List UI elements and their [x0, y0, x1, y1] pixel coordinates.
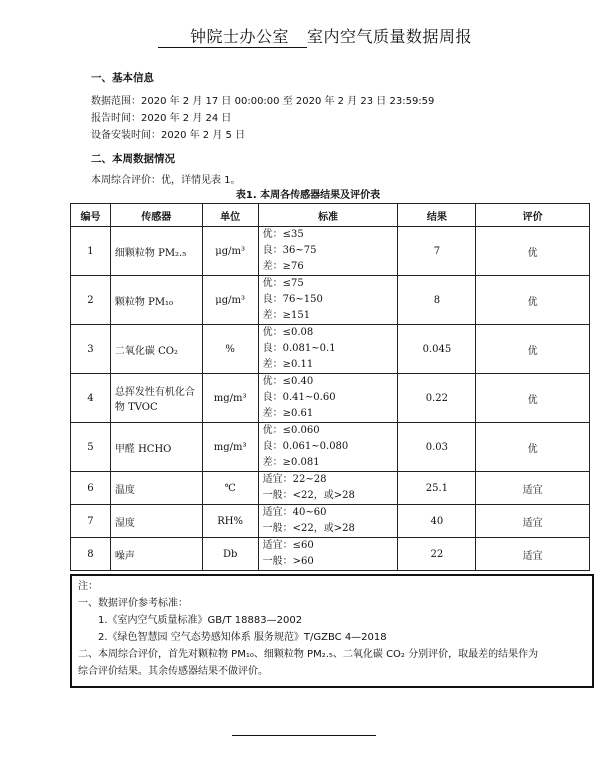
data-range: 数据范围：2020 年 2 月 17 日 00:00:00 至 2020 年 2 月 23 日 23:59:59	[91, 96, 435, 107]
row-standard: 适宜：40~60 一般：<22，或>28	[258, 505, 398, 538]
row-unit: ℃	[202, 472, 258, 505]
row-unit: μg/m³	[202, 276, 258, 325]
row-no: 5	[71, 423, 111, 472]
report-title	[158, 24, 478, 48]
row-standard: 优：≤75 良：76~150 差：≥151	[258, 276, 398, 325]
table-row	[71, 325, 590, 374]
notes-standard-2: 2.《绿色智慧园 空气态势感知体系 服务规范》T/GZBC 4—2018	[98, 632, 387, 643]
header-sensor: 传感器	[110, 204, 202, 227]
title-office: 钟院士办公室	[158, 24, 307, 48]
row-sensor: 细颗粒物 PM₂.₅	[110, 227, 202, 276]
row-evaluation: 优	[476, 423, 590, 472]
row-sensor: 温度	[110, 472, 202, 505]
row-unit: Db	[202, 538, 258, 571]
row-evaluation: 优	[476, 227, 590, 276]
row-no: 7	[71, 505, 111, 538]
row-result: 0.045	[398, 325, 476, 374]
table-row	[71, 538, 590, 571]
row-result: 40	[398, 505, 476, 538]
row-evaluation: 优	[476, 276, 590, 325]
row-sensor: 颗粒物 PM₁₀	[110, 276, 202, 325]
section-weekly-data: 二、本周数据情况	[91, 153, 175, 165]
notes-item-1: 一、数据评价参考标准：	[78, 598, 188, 609]
notes-head: 注：	[78, 581, 98, 592]
notes-standard-1: 1.《室内空气质量标准》GB/T 18883—2002	[98, 615, 303, 626]
row-result: 7	[398, 227, 476, 276]
table-row	[71, 472, 590, 505]
row-sensor: 湿度	[110, 505, 202, 538]
row-result: 8	[398, 276, 476, 325]
title-rest: 室内空气质量数据周报	[307, 27, 473, 46]
row-result: 25.1	[398, 472, 476, 505]
row-result: 0.03	[398, 423, 476, 472]
section-basic-info: 一、基本信息	[91, 72, 154, 84]
row-result: 0.22	[398, 374, 476, 423]
row-standard: 适宜：≤60 一般：>60	[258, 538, 398, 571]
row-unit: RH%	[202, 505, 258, 538]
install-time: 设备安装时间：2020 年 2 月 5 日	[91, 130, 246, 141]
row-standard: 优：≤0.060 良：0.061~0.080 差：≥0.081	[258, 423, 398, 472]
row-no: 8	[71, 538, 111, 571]
row-evaluation: 适宜	[476, 472, 590, 505]
table-caption: 表1. 本周各传感器结果及评价表	[235, 190, 381, 201]
row-evaluation: 优	[476, 325, 590, 374]
row-sensor: 二氧化碳 CO₂	[110, 325, 202, 374]
header-unit: 单位	[202, 204, 258, 227]
header-standard: 标准	[258, 204, 398, 227]
row-no: 3	[71, 325, 111, 374]
header-no: 编号	[71, 204, 111, 227]
report-time: 报告时间：2020 年 2 月 24 日	[91, 113, 232, 124]
row-no: 4	[71, 374, 111, 423]
row-evaluation: 适宜	[476, 505, 590, 538]
table-row	[71, 423, 590, 472]
row-unit: %	[202, 325, 258, 374]
row-unit: mg/m³	[202, 374, 258, 423]
row-sensor: 总挥发性有机化合物 TVOC	[110, 374, 202, 423]
row-no: 6	[71, 472, 111, 505]
header-result: 结果	[398, 204, 476, 227]
notes-item-2: 二、本周综合评价，首先对颗粒物 PM₁₀、细颗粒物 PM₂.₅、二氧化碳 CO₂ 分别评价，取最差的结果作为	[78, 649, 539, 660]
row-sensor: 甲醛 HCHO	[110, 423, 202, 472]
row-no: 1	[71, 227, 111, 276]
table-header-row	[71, 204, 590, 227]
row-evaluation: 优	[476, 374, 590, 423]
header-evaluation: 评价	[476, 204, 590, 227]
row-standard: 优：≤35 良：36~75 差：≥76	[258, 227, 398, 276]
weekly-summary: 本周综合评价：优，详情见表 1。	[91, 175, 241, 186]
row-standard: 优：≤0.40 良：0.41~0.60 差：≥0.61	[258, 374, 398, 423]
row-no: 2	[71, 276, 111, 325]
table-row	[71, 505, 590, 538]
notes-item-2-cont: 综合评价结果。其余传感器结果不做评价。	[78, 666, 268, 677]
row-result: 22	[398, 538, 476, 571]
row-standard: 适宜：22~28 一般：<22，或>28	[258, 472, 398, 505]
table-row	[71, 227, 590, 276]
row-sensor: 噪声	[110, 538, 202, 571]
row-unit: mg/m³	[202, 423, 258, 472]
table-row	[71, 276, 590, 325]
row-standard: 优：≤0.08 良：0.081~0.1 差：≥0.11	[258, 325, 398, 374]
notes-box	[70, 574, 594, 688]
row-evaluation: 适宜	[476, 538, 590, 571]
table-row	[71, 374, 590, 423]
footer-rule	[232, 735, 376, 736]
sensor-table	[70, 203, 590, 571]
row-unit: μg/m³	[202, 227, 258, 276]
